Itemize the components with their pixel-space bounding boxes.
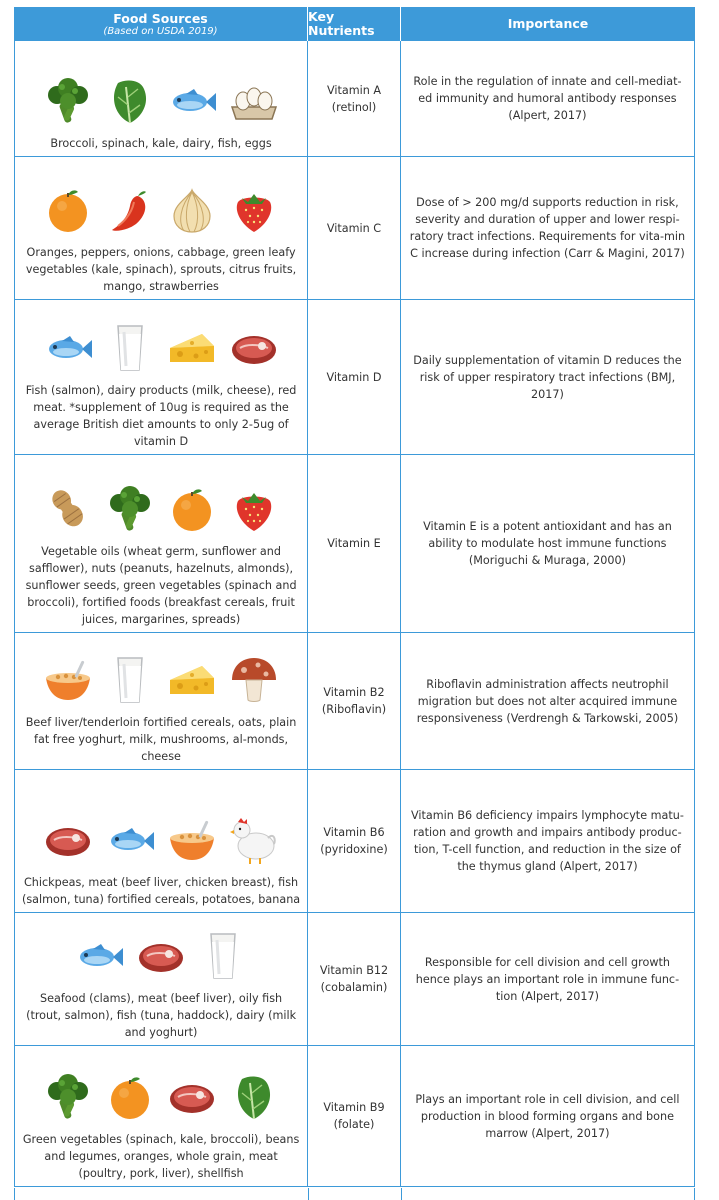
column-divider (308, 1188, 309, 1200)
broccoli-icon (104, 483, 156, 535)
table-row (14, 455, 695, 633)
importance-cell (401, 41, 694, 156)
food-sources-cell (15, 633, 308, 769)
food-icons (42, 814, 280, 866)
food-sources-text: Beef liver/tenderloin fortified cereals, oats, plain fat free yoghurt, milk, mushrooms, al-monds, cheese (25, 716, 297, 763)
table-row (14, 633, 695, 770)
importance-text: Dose of > 200 mg/d supports reduction in risk, severity and duration of upper and lower respi-ratory tract infections. Requirements for vita-min C increase during infection (Carr & Magini, 2017) (409, 196, 686, 260)
mushroom-icon (228, 654, 280, 706)
importance-text: Vitamin B6 deficiency impairs lymphocyte matu-ration and growth and impairs antibody produc-tion, T-cell function, and reduction in the size of the thymus gland (Alpert, 2017) (410, 809, 684, 873)
header-food-sources (14, 7, 308, 41)
food-icons (42, 75, 280, 127)
orange-icon (166, 483, 218, 535)
meat-icon (166, 1071, 218, 1123)
food-sources-text: Broccoli, spinach, kale, dairy, fish, eggs (50, 137, 272, 150)
food-sources-text: Seafood (clams), meat (beef liver), oily fish (trout, salmon), fish (tuna, haddock), dairy (milk and yoghurt) (26, 992, 297, 1039)
eggs-icon (228, 75, 280, 127)
importance-text: Responsible for cell division and cell growth hence plays an important role in immune func-tion (Alpert, 2017) (415, 955, 680, 1003)
food-sources-cell (15, 913, 308, 1045)
food-sources-cell (15, 300, 308, 454)
cheese-icon (166, 654, 218, 706)
key-nutrient-cell (308, 300, 401, 454)
onion-icon (166, 184, 218, 236)
chicken-icon (228, 814, 280, 866)
meat-icon (135, 930, 187, 982)
key-nutrient-text: Vitamin B6 (pyridoxine) (320, 826, 388, 856)
importance-text: Vitamin E is a potent antioxidant and has an ability to modulate host immune functions (Moriguchi & Muraga, 2000) (423, 520, 672, 567)
key-nutrient-cell (308, 1046, 401, 1186)
fish-icon (73, 930, 125, 982)
strawberry-icon (228, 184, 280, 236)
strawberry-icon (228, 483, 280, 535)
food-sources-text: Fish (salmon), dairy products (milk, cheese), red meat. *supplement of 10ug is required as the average British diet amounts to only 2-5ug of vitamin D (25, 384, 297, 448)
key-nutrient-text: Vitamin B12 (cobalamin) (319, 964, 389, 994)
importance-text: Plays an important role in cell division, and cell production in blood forming organs and bone marrow (Alpert, 2017) (415, 1092, 680, 1140)
key-nutrient-cell (308, 913, 401, 1045)
fish-icon (166, 75, 218, 127)
importance-cell (401, 455, 694, 632)
milk-icon (197, 930, 249, 982)
cereal-bowl-icon (166, 814, 218, 866)
meat-icon (42, 814, 94, 866)
importance-cell (401, 1046, 694, 1186)
orange-icon (104, 1071, 156, 1123)
food-icons (42, 322, 280, 374)
importance-cell (401, 300, 694, 454)
food-sources-cell (15, 41, 308, 156)
cheese-icon (166, 322, 218, 374)
importance-cell (401, 157, 694, 299)
table-continuation (14, 1188, 695, 1200)
header-importance (401, 7, 695, 41)
key-nutrient-cell (308, 633, 401, 769)
food-sources-cell (15, 455, 308, 632)
broccoli-icon (42, 75, 94, 127)
food-sources-text: Chickpeas, meat (beef liver, chicken breast), fish (salmon, tuna) fortified cereals, potatoes, banana (21, 876, 301, 906)
table-row (14, 300, 695, 455)
fish-icon (104, 814, 156, 866)
food-sources-text: Vegetable oils (wheat germ, sunflower and safflower), nuts (peanuts, hazelnuts, almonds), sunflower seeds, green vegetables (spinach and broccoli), fortified foods (breakfast cereals, fruit juices, margarines, spreads) (25, 545, 297, 626)
header-food-sources-title: Food Sources (113, 10, 208, 26)
food-icons (42, 483, 280, 535)
broccoli-icon (42, 1071, 94, 1123)
key-nutrient-text: Vitamin E (327, 537, 381, 550)
food-icons (42, 184, 280, 236)
key-nutrient-text: Vitamin B9 (folate) (323, 1101, 385, 1131)
table-row (14, 1046, 695, 1187)
key-nutrient-text: Vitamin B2 (Riboflavin) (321, 686, 387, 716)
key-nutrient-cell (308, 41, 401, 156)
header-food-sources-subtitle: (Based on USDA 2019) (103, 25, 218, 37)
meat-icon (228, 322, 280, 374)
nutrient-table (14, 7, 695, 1187)
importance-text: Riboflavin administration affects neutrophil migration but does not alter acquired immune responsiveness (Verdrengh & Tarkowski, 2005) (416, 677, 679, 725)
food-sources-text: Oranges, peppers, onions, cabbage, green leafy vegetables (kale, spinach), sprouts, citrus fruits, mango, strawberries (25, 246, 297, 293)
key-nutrient-text: Vitamin D (326, 370, 382, 384)
milk-icon (104, 654, 156, 706)
importance-text: Role in the regulation of innate and cell-mediat-ed immunity and humoral antibody responses (Alpert, 2017) (413, 75, 682, 122)
spinach-icon (228, 1071, 280, 1123)
food-sources-cell (15, 1046, 308, 1186)
importance-text: Daily supplementation of vitamin D reduces the risk of upper respiratory tract infections (BMJ, 2017) (413, 353, 682, 401)
peanut-icon (42, 483, 94, 535)
header-importance-title: Importance (507, 16, 589, 31)
table-row (14, 41, 695, 157)
table-header (14, 7, 695, 41)
food-icons (42, 1071, 280, 1123)
header-key-nutrients-title: Key Nutrients (308, 9, 375, 38)
food-sources-cell (15, 157, 308, 299)
importance-cell (401, 770, 694, 912)
table-body (14, 41, 695, 1187)
food-sources-text: Green vegetables (spinach, kale, broccoli), beans and legumes, oranges, whole grain, meat (poultry, pork, liver), shellfish (22, 1133, 300, 1180)
orange-icon (42, 184, 94, 236)
importance-cell (401, 913, 694, 1045)
table-row (14, 157, 695, 300)
key-nutrient-cell (308, 455, 401, 632)
food-sources-cell (15, 770, 308, 912)
food-icons (73, 930, 249, 982)
food-icons (42, 654, 280, 706)
cereal-bowl-icon (42, 654, 94, 706)
key-nutrient-cell (308, 770, 401, 912)
fish-icon (42, 322, 94, 374)
table-row (14, 913, 695, 1046)
pepper-icon (104, 184, 156, 236)
key-nutrient-text: Vitamin C (326, 221, 382, 235)
key-nutrient-text: Vitamin A (retinol) (326, 83, 382, 114)
header-key-nutrients (308, 7, 401, 41)
column-divider (401, 1188, 402, 1200)
key-nutrient-cell (308, 157, 401, 299)
table-row (14, 770, 695, 913)
importance-cell (401, 633, 694, 769)
spinach-icon (104, 75, 156, 127)
milk-icon (104, 322, 156, 374)
